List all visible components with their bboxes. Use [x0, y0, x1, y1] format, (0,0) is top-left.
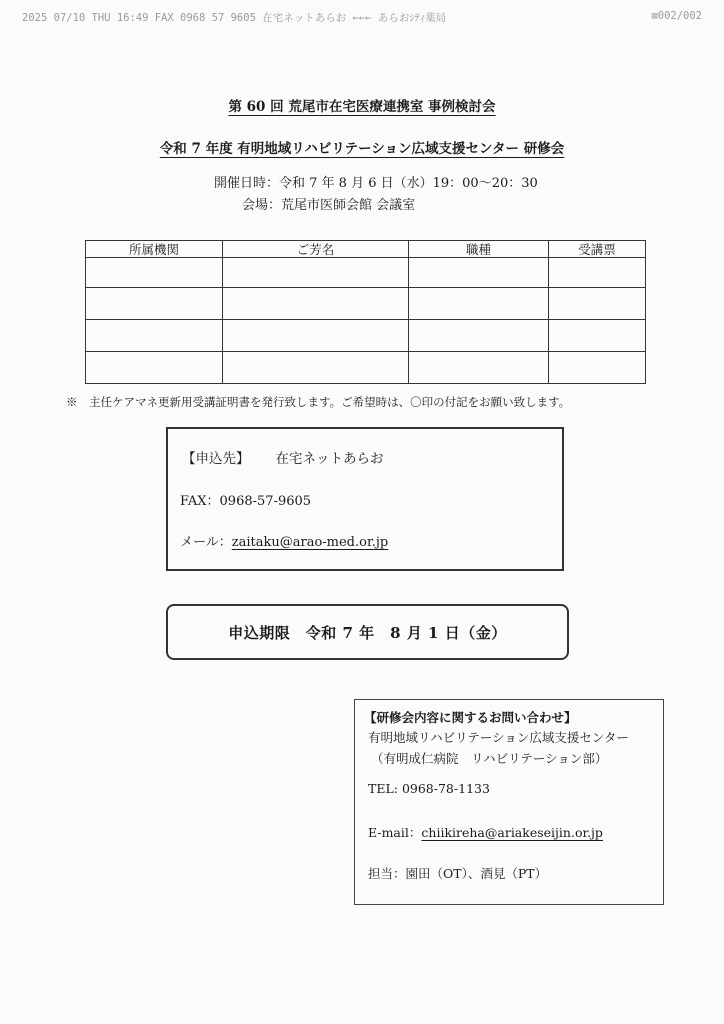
attendance-slip-cell[interactable] [549, 320, 646, 352]
application-box [166, 427, 564, 571]
application-label: 【申込先】 [182, 451, 250, 467]
contact-mail [368, 823, 603, 841]
header-attendance-slip: 受講票 [549, 241, 646, 258]
affiliation-cell[interactable] [86, 288, 223, 320]
event-venue: 会場：荒尾市医師会館 会議室 [242, 198, 416, 213]
occupation-cell[interactable] [409, 320, 549, 352]
contact-organization: 有明地域リハビリテーション広域支援センター [368, 730, 629, 745]
application-mail [180, 531, 388, 550]
event-date: 開催日時：令和 7 年 8 月 6 日（水）19：00〜20：30 [214, 176, 538, 191]
header-affiliation: 所属機関 [86, 241, 223, 258]
contact-mail-address[interactable]: chiikireha@ariakeseijin.or.jp [421, 825, 603, 840]
affiliation-cell[interactable] [86, 320, 223, 352]
application-heading [182, 447, 384, 467]
affiliation-cell[interactable] [86, 258, 223, 288]
table-header-row [86, 241, 646, 258]
application-mail-address[interactable]: zaitaku@arao-med.or.jp [231, 535, 389, 550]
fax-page-number: ⊠002/002 [651, 10, 702, 22]
table-row [86, 352, 646, 384]
table-row [86, 258, 646, 288]
occupation-cell[interactable] [409, 258, 549, 288]
contact-staff: 担当：園田（OT）、酒見（PT） [368, 866, 548, 881]
table-row [86, 288, 646, 320]
contact-heading: 【研修会内容に関するお問い合わせ】 [364, 710, 577, 725]
application-mail-label: メール： [180, 535, 232, 550]
occupation-cell[interactable] [409, 288, 549, 320]
application-fax: FAX：0968-57-9605 [180, 494, 312, 509]
deadline-box: 申込期限 令和 7 年 8 月 1 日（金） [166, 604, 569, 660]
application-destination: 在宅ネットあらお [275, 451, 384, 467]
fax-header-info: 2025 07/10 THU 16:49 FAX 0968 57 9605 在宅ネットあらお ←←← あらおｼﾃｨ薬局 [22, 12, 447, 24]
header-occupation: 職種 [409, 241, 549, 258]
name-cell[interactable] [223, 288, 409, 320]
name-cell[interactable] [223, 258, 409, 288]
attendance-slip-cell[interactable] [549, 352, 646, 384]
attendance-slip-cell[interactable] [549, 258, 646, 288]
affiliation-cell[interactable] [86, 352, 223, 384]
contact-department: （有明成仁病院 リハビリテーション部） [371, 751, 608, 766]
contact-tel: TEL: 0968-78-1133 [368, 781, 490, 796]
event-title: 第 60 回 荒尾市在宅医療連携室 事例検討会 [228, 99, 496, 115]
header-name: ご芳名 [223, 241, 409, 258]
registration-table [85, 240, 646, 384]
attendance-slip-cell[interactable] [549, 288, 646, 320]
contact-mail-label: E-mail： [368, 825, 422, 840]
fax-transmission-header [22, 10, 702, 26]
event-subtitle: 令和 7 年度 有明地域リハビリテーション広域支援センター 研修会 [159, 141, 565, 157]
contact-box [354, 699, 664, 905]
certificate-note: ※ 主任ケアマネ更新用受講証明書を発行致します。ご希望時は、〇印の付記をお願い致します。 [66, 395, 571, 409]
name-cell[interactable] [223, 352, 409, 384]
occupation-cell[interactable] [409, 352, 549, 384]
name-cell[interactable] [223, 320, 409, 352]
table-row [86, 320, 646, 352]
